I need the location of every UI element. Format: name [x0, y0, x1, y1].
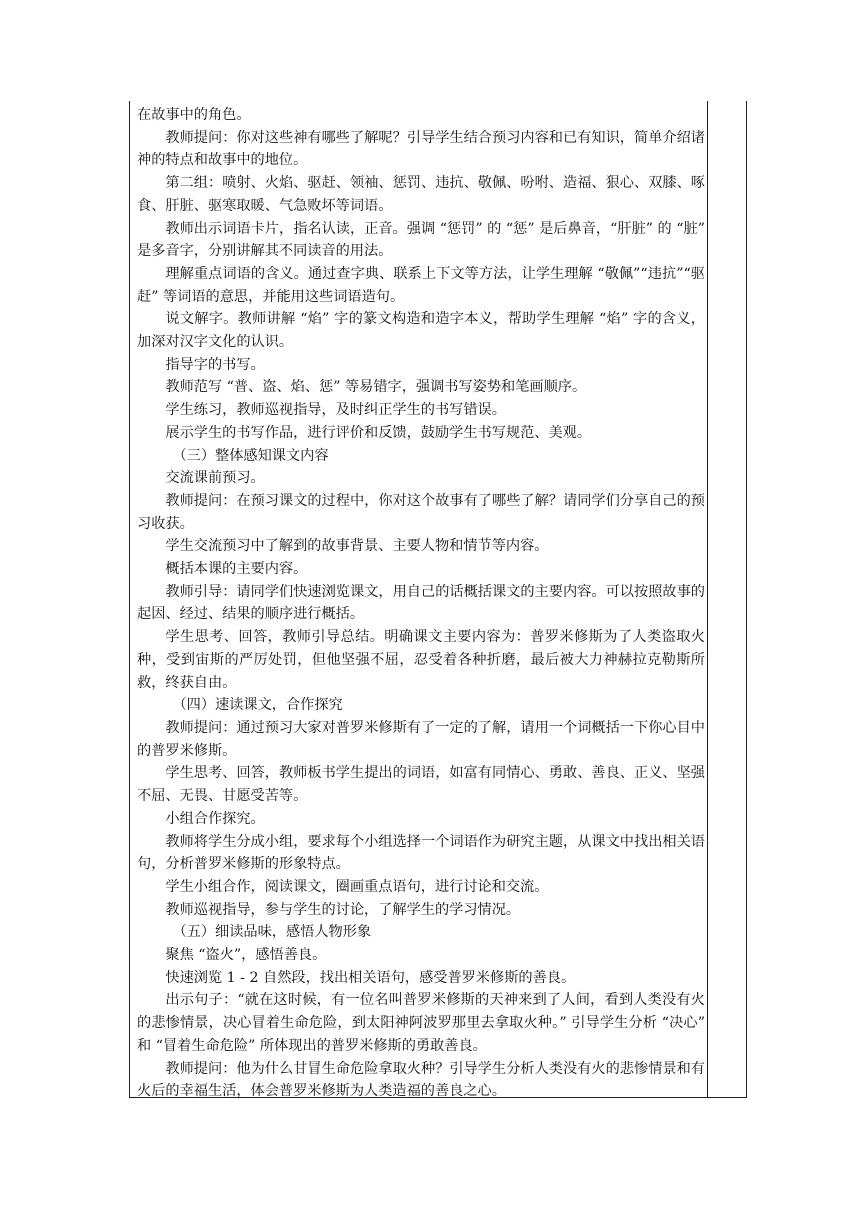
section-heading: （四）速读课文，合作探究: [172, 697, 343, 714]
paragraph: 理解重点词语的含义。通过查字典、联系上下文等方法，让学生理解 “敬佩”“违抗”“驱赶” 等词语的意思，并能用这些词语造句。: [137, 265, 705, 305]
paragraph: 教师出示词语卡片，指名认读，正音。强调 “惩罚” 的 “惩” 是后鼻音，“肝脏” 的 “脏” 是多音字，分别讲解其不同读音的用法。: [137, 220, 705, 260]
paragraph: 指导字的书写。: [165, 356, 265, 373]
paragraph: 在故事中的角色。: [137, 107, 251, 123]
paragraph: 小组合作探究。: [165, 810, 265, 827]
paragraph: 概括本课的主要内容。: [165, 561, 308, 578]
paragraph: 学生练习，教师巡视指导，及时纠正学生的书写错误。: [165, 402, 506, 419]
paragraph: 交流课前预习。: [165, 470, 265, 487]
paragraph: 出示句子：“就在这时候，有一位名叫普罗米修斯的天神来到了人间，看到人类没有火的悲惨情景，决心冒着生命危险，到太阳神阿波罗那里去拿取火种。” 引导学生分析 “决心” 和 “冒着生命危险” 所体现出的普罗米修斯的勇敢善良。: [137, 992, 705, 1054]
paragraph: 教师提问：通过预习大家对普罗米修斯有了一定的了解，请用一个词概括一下你心目中的普罗米修斯。: [137, 719, 705, 759]
paragraph: 展示学生的书写作品，进行评价和反馈，鼓励学生书写规范、美观。: [165, 424, 592, 441]
paragraph: 说文解字。教师讲解 “焰” 字的篆文构造和造字本义，帮助学生理解 “焰” 字的含义，加深对汉字文化的认识。: [137, 311, 705, 351]
section-heading: （五）细读品味，感悟人物形象: [172, 924, 372, 941]
paragraph: 快速浏览 1 - 2 自然段，找出相关语句，感受普罗米修斯的善良。: [165, 969, 576, 986]
paragraph: 学生思考、回答，教师板书学生提出的词语，如富有同情心、勇敢、善良、正义、坚强不屈、无畏、甘愿受苦等。: [137, 765, 705, 805]
section-heading: （三）整体感知课文内容: [172, 447, 329, 464]
paragraph: 聚焦 “盗火”，感悟善良。: [165, 947, 327, 964]
paragraph: 教师提问：他为什么甘冒生命危险拿取火种？引导学生分析人类没有火的悲惨情景和有火后的幸福生活，体会普罗米修斯为人类造福的善良之心。: [137, 1060, 705, 1100]
paragraph: 学生交流预习中了解到的故事背景、主要人物和情节等内容。: [165, 538, 549, 555]
paragraph: 学生思考、回答，教师引导总结。明确课文主要内容为：普罗米修斯为了人类盗取火种，受到宙斯的严厉处罚，但他坚强不屈，忍受着各种折磨，最后被大力神赫拉克勒斯所救，终获自由。: [137, 629, 705, 691]
paragraph: 教师将学生分成小组，要求每个小组选择一个词语作为研究主题，从课文中找出相关语句，分析普罗米修斯的形象特点。: [137, 833, 705, 873]
paragraph: 教师巡视指导，参与学生的讨论，了解学生的学习情况。: [165, 901, 521, 918]
paragraph: 学生小组合作，阅读课文，圈画重点语句，进行讨论和交流。: [165, 878, 549, 895]
paragraph: 教师提问：在预习课文的过程中，你对这个故事有了哪些了解？请同学们分享自己的预习收获。: [137, 492, 705, 532]
paragraph: 教师引导：请同学们快速浏览课文，用自己的话概括课文的主要内容。可以按照故事的起因、经过、结果的顺序进行概括。: [137, 583, 705, 623]
notes-column: [708, 101, 746, 1097]
paragraph: 教师范写 “普、盗、焰、惩” 等易错字，强调书写姿势和笔画顺序。: [165, 379, 587, 396]
paragraph: 第二组：喷射、火焰、驱赶、领袖、惩罚、违抗、敬佩、吩咐、造福、狠心、双膝、啄食、肝脏、驱寒取暖、气急败坏等词语。: [137, 175, 705, 214]
paragraph: 教师提问：你对这些神有哪些了解呢？引导学生结合预习内容和已有知识，简单介绍诸神的特点和故事中的地位。: [137, 129, 705, 169]
lesson-content: [137, 104, 705, 1103]
